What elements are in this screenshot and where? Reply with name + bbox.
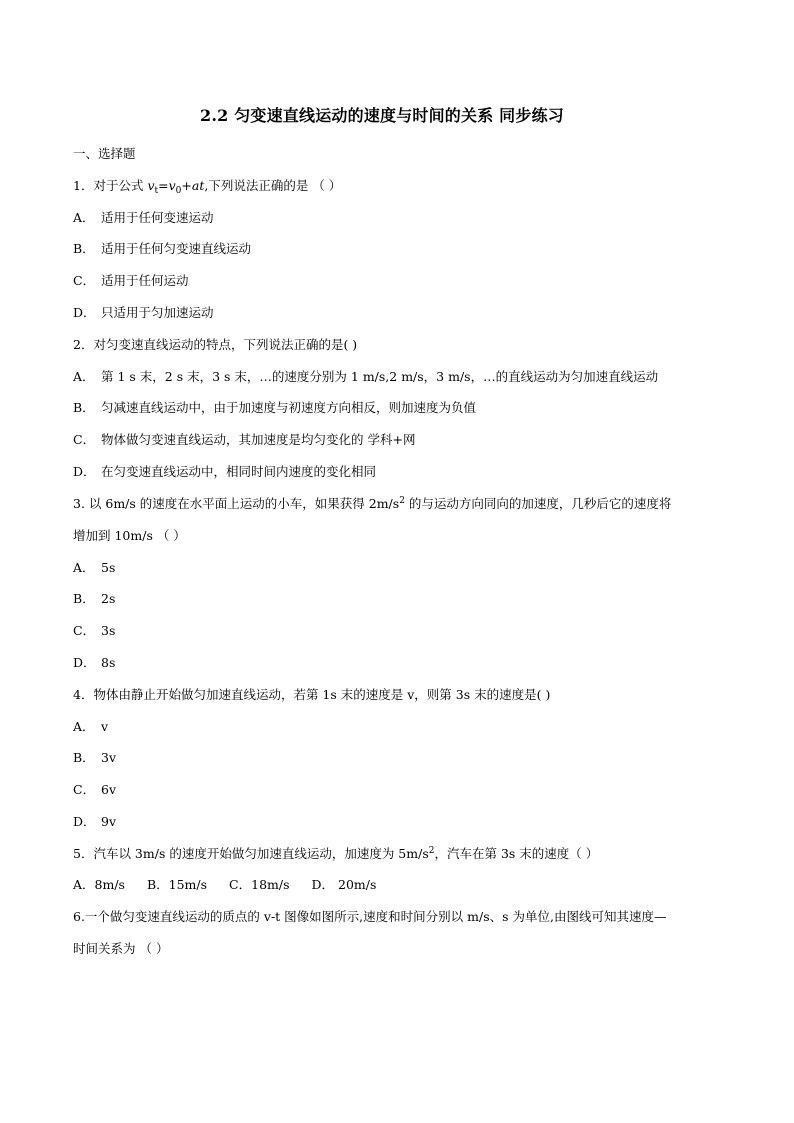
option-letter: B． xyxy=(73,591,95,606)
superscript: 2 xyxy=(428,846,435,856)
option-a xyxy=(73,368,658,386)
option-text: 适用于任何匀变速直线运动 xyxy=(101,241,252,256)
formula-sub-0: 0 xyxy=(175,186,182,196)
question-3-stem xyxy=(73,495,671,513)
option-letter: B． xyxy=(146,877,169,892)
option-d xyxy=(73,304,214,322)
page-title: 2.2 匀变速直线运动的速度与时间的关系 同步练习 xyxy=(200,106,564,125)
option-text: 在匀变速直线运动中，相同时间内速度的变化相同 xyxy=(101,464,377,479)
option-letter: D． xyxy=(73,464,96,479)
option-text: 物体做匀变速直线运动，其加速度是均匀变化的 学科+网 xyxy=(101,432,416,447)
option-letter: B． xyxy=(73,241,95,256)
question-1-stem xyxy=(73,177,341,195)
option-letter: D． xyxy=(311,877,335,892)
question-6-stem-line2: 时间关系为 （ ） xyxy=(73,941,169,956)
option-text: 8s xyxy=(101,655,116,670)
option-letter: D． xyxy=(73,305,96,320)
option-text: 适用于任何运动 xyxy=(101,273,189,288)
option-text: 5s xyxy=(101,560,116,575)
option-letter: C． xyxy=(73,273,96,288)
option-a xyxy=(73,209,214,227)
option-d xyxy=(312,876,377,894)
option-b xyxy=(73,749,116,767)
question-3-stem-part: 3. 以 6m/s 的速度在水平面上运动的小车，如果获得 2m/s xyxy=(73,496,400,511)
option-b xyxy=(73,240,251,258)
option-c xyxy=(73,272,189,290)
question-4-stem: 4．物体由静止开始做匀加速直线运动，若第 1s 末的速度是 v，则第 3s 末的速度是( ) xyxy=(73,687,551,702)
option-letter: D． xyxy=(73,655,96,670)
option-d xyxy=(73,813,116,831)
option-a xyxy=(73,559,115,577)
question-2-stem: 2．对匀变速直线运动的特点，下列说法正确的是( ) xyxy=(73,337,358,352)
formula-v: v xyxy=(147,178,155,193)
option-text: 6v xyxy=(101,782,117,797)
option-letter: B． xyxy=(73,400,95,415)
option-letter: A． xyxy=(73,877,95,892)
option-text: 3v xyxy=(101,750,117,765)
option-letter: A． xyxy=(73,210,95,225)
formula-v0: v xyxy=(168,178,176,193)
option-text: 8m/s xyxy=(94,877,125,892)
option-letter: A． xyxy=(73,719,95,734)
question-5-options xyxy=(73,876,398,894)
question-1-rest: ,下列说法正确的是 （ ） xyxy=(204,178,342,193)
section-heading: 一、选择题 xyxy=(73,146,136,161)
formula-equals: = xyxy=(158,178,169,193)
option-text: 2s xyxy=(101,591,116,606)
option-text: 适用于任何变速运动 xyxy=(101,210,214,225)
option-b xyxy=(73,399,476,417)
question-5-stem-part: 5．汽车以 3m/s 的速度开始做匀加速直线运动，加速度为 5m/s xyxy=(73,846,429,861)
option-text: v xyxy=(101,719,109,734)
formula-sub-t: t xyxy=(154,186,159,196)
option-c xyxy=(73,431,415,449)
option-c xyxy=(229,876,289,894)
question-6-stem: 6.一个做匀变速直线运动的质点的 v-t 图像如图所示,速度和时间分别以 m/s、s 为单位,由图线可知其速度— xyxy=(73,909,667,924)
option-text: 9v xyxy=(101,814,117,829)
option-c xyxy=(73,622,115,640)
option-b xyxy=(147,876,207,894)
option-text: 18m/s xyxy=(251,877,290,892)
question-3-stem-part: 的与运动方向同向的加速度，几秒后它的速度将 xyxy=(404,496,672,511)
option-a xyxy=(73,718,108,736)
option-letter: C． xyxy=(73,432,96,447)
question-3-stem-line2: 增加到 10m/s （ ） xyxy=(73,528,186,543)
option-letter: C． xyxy=(73,782,96,797)
question-1-number: 1．对于公式 xyxy=(73,178,148,193)
formula-plus: + xyxy=(181,178,192,193)
option-text: 20m/s xyxy=(338,877,377,892)
option-a xyxy=(73,876,125,894)
option-text: 匀减速直线运动中，由于加速度与初速度方向相反，则加速度为负值 xyxy=(101,400,477,415)
option-text: 3s xyxy=(101,623,116,638)
question-5-stem-part: ，汽车在第 3s 末的速度（ ） xyxy=(434,846,599,861)
option-c xyxy=(73,781,116,799)
option-b xyxy=(73,590,115,608)
option-text: 第 1 s 末，2 s 末，3 s 末，…的速度分别为 1 m/s,2 m/s，3 m/s，…的直线运动为匀加速直线运动 xyxy=(101,369,659,384)
option-letter: C． xyxy=(229,877,252,892)
superscript: 2 xyxy=(399,496,405,506)
option-letter: A． xyxy=(73,369,95,384)
question-5-stem xyxy=(73,845,598,863)
option-letter: D． xyxy=(73,814,96,829)
option-letter: C． xyxy=(73,623,96,638)
option-text: 15m/s xyxy=(168,877,208,892)
option-letter: A． xyxy=(73,560,95,575)
option-d xyxy=(73,654,115,672)
option-d xyxy=(73,463,376,481)
option-letter: B． xyxy=(73,750,95,765)
option-text: 只适用于匀加速运动 xyxy=(101,305,214,320)
formula-at: at xyxy=(191,178,205,193)
